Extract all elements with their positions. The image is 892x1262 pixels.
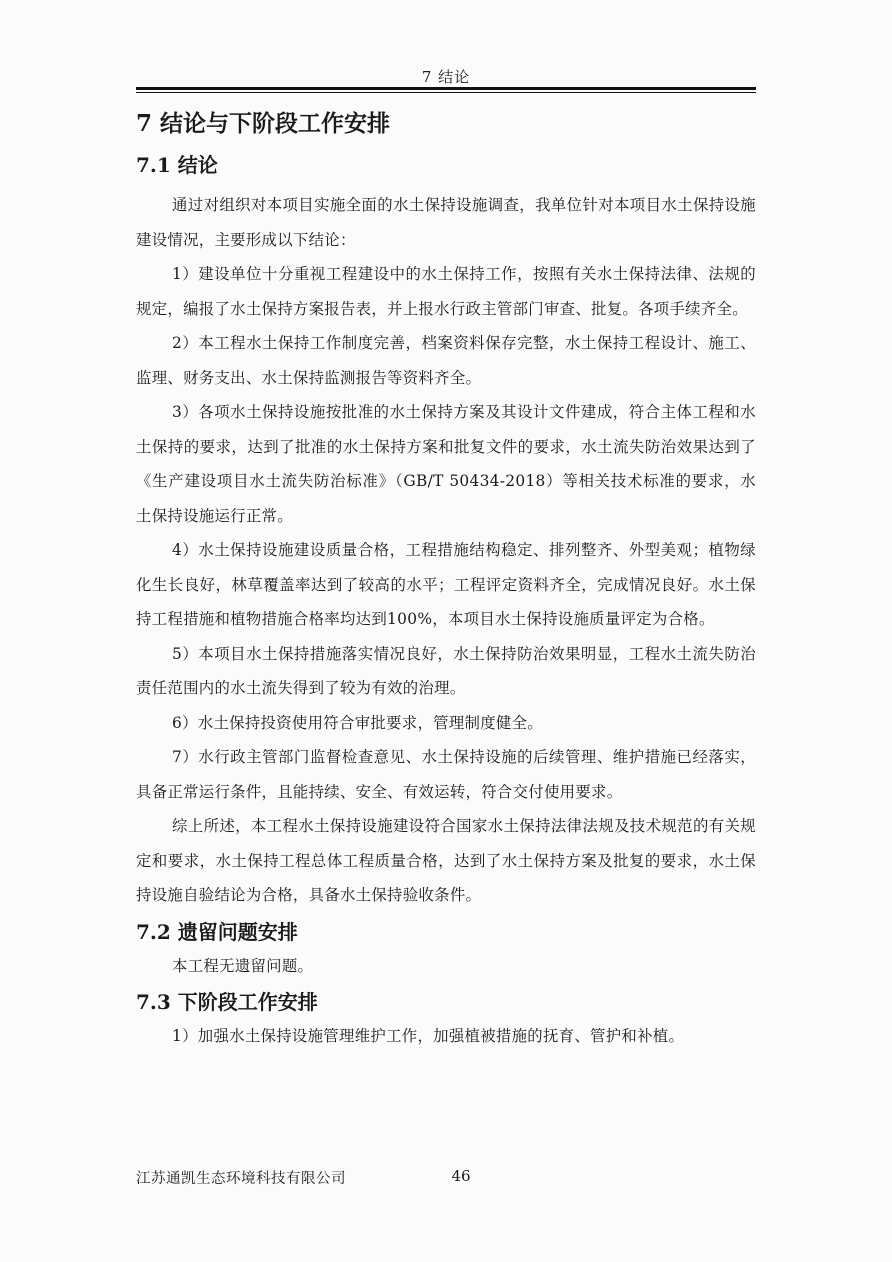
- page-body: [136, 104, 756, 1054]
- footer-page-number: 46: [451, 1167, 471, 1185]
- conclusion-item-2: 2）本工程水土保持工作制度完善，档案资料保存完整，水土保持工程设计、施工、监理、财务支出、水土保持监测报告等资料齐全。: [136, 334, 756, 387]
- next-stage-item-1: 1）加强水土保持设施管理维护工作，加强植被措施的抚育、管护和补植。: [172, 1027, 685, 1045]
- conclusion-item-1: 1）建设单位十分重视工程建设中的水土保持工作，按照有关水土保持法律、法规的规定，编报了水土保持方案报告表，并上报水行政主管部门审查、批复。各项手续齐全。: [136, 265, 756, 318]
- header-rule-thin: [136, 92, 756, 93]
- section-heading-7-2: 7.2 遗留问题安排: [136, 919, 298, 944]
- conclusion-item-3: 3）各项水土保持设施按批准的水土保持方案及其设计文件建成，符合主体工程和水土保持的要求，达到了批准的水土保持方案和批复文件的要求，水土流失防治效果达到了《生产建设项目水土流失防治标准》（GB/T 50434-2018）等相关技术标准的要求，水土保持设施运行正常。: [136, 403, 756, 525]
- section-heading-7-3: 7.3 下阶段工作安排: [136, 990, 318, 1014]
- conclusion-item-4: 4）水土保持设施建设质量合格，工程措施结构稳定、排列整齐、外型美观；植物绿化生长良好，林草覆盖率达到了较高的水平；工程评定资料齐全，完成情况良好。水土保持工程措施和植物措施合格率均达到100%，本项目水土保持设施质量评定为合格。: [136, 541, 756, 628]
- running-header: 7 结论: [421, 68, 471, 86]
- section-heading-7-1: 7.1 结论: [136, 153, 218, 177]
- chapter-title: 7 结论与下阶段工作安排: [136, 110, 391, 137]
- conclusion-item-5: 5）本项目水土保持措施落实情况良好，水土保持防治效果明显，工程水土流失防治责任范围内的水土流失得到了较为有效的治理。: [136, 644, 756, 697]
- conclusion-item-7: 7）水行政主管部门监督检查意见、水土保持设施的后续管理、维护措施已经落实，具备正常运行条件，且能持续、安全、有效运转，符合交付使用要求。: [136, 748, 756, 801]
- remaining-issues-paragraph: 本工程无遗留问题。: [172, 956, 314, 975]
- header-rule-thick: [136, 87, 756, 90]
- conclusion-summary-paragraph: 综上所述，本工程水土保持设施建设符合国家水土保持法律法规及技术规范的有关规定和要求，水土保持工程总体工程质量合格，达到了水土保持方案及批复的要求，水土保持设施自验结论为合格，具备水土保持验收条件。: [136, 817, 756, 904]
- conclusion-item-6: 6）水土保持投资使用符合审批要求，管理制度健全。: [172, 713, 543, 732]
- footer-company-name: 江苏通凯生态环境科技有限公司: [136, 1171, 346, 1187]
- conclusion-intro-paragraph: 通过对组织对本项目实施全面的水土保持设施调查，我单位针对本项目水土保持设施建设情况，主要形成以下结论：: [136, 196, 756, 249]
